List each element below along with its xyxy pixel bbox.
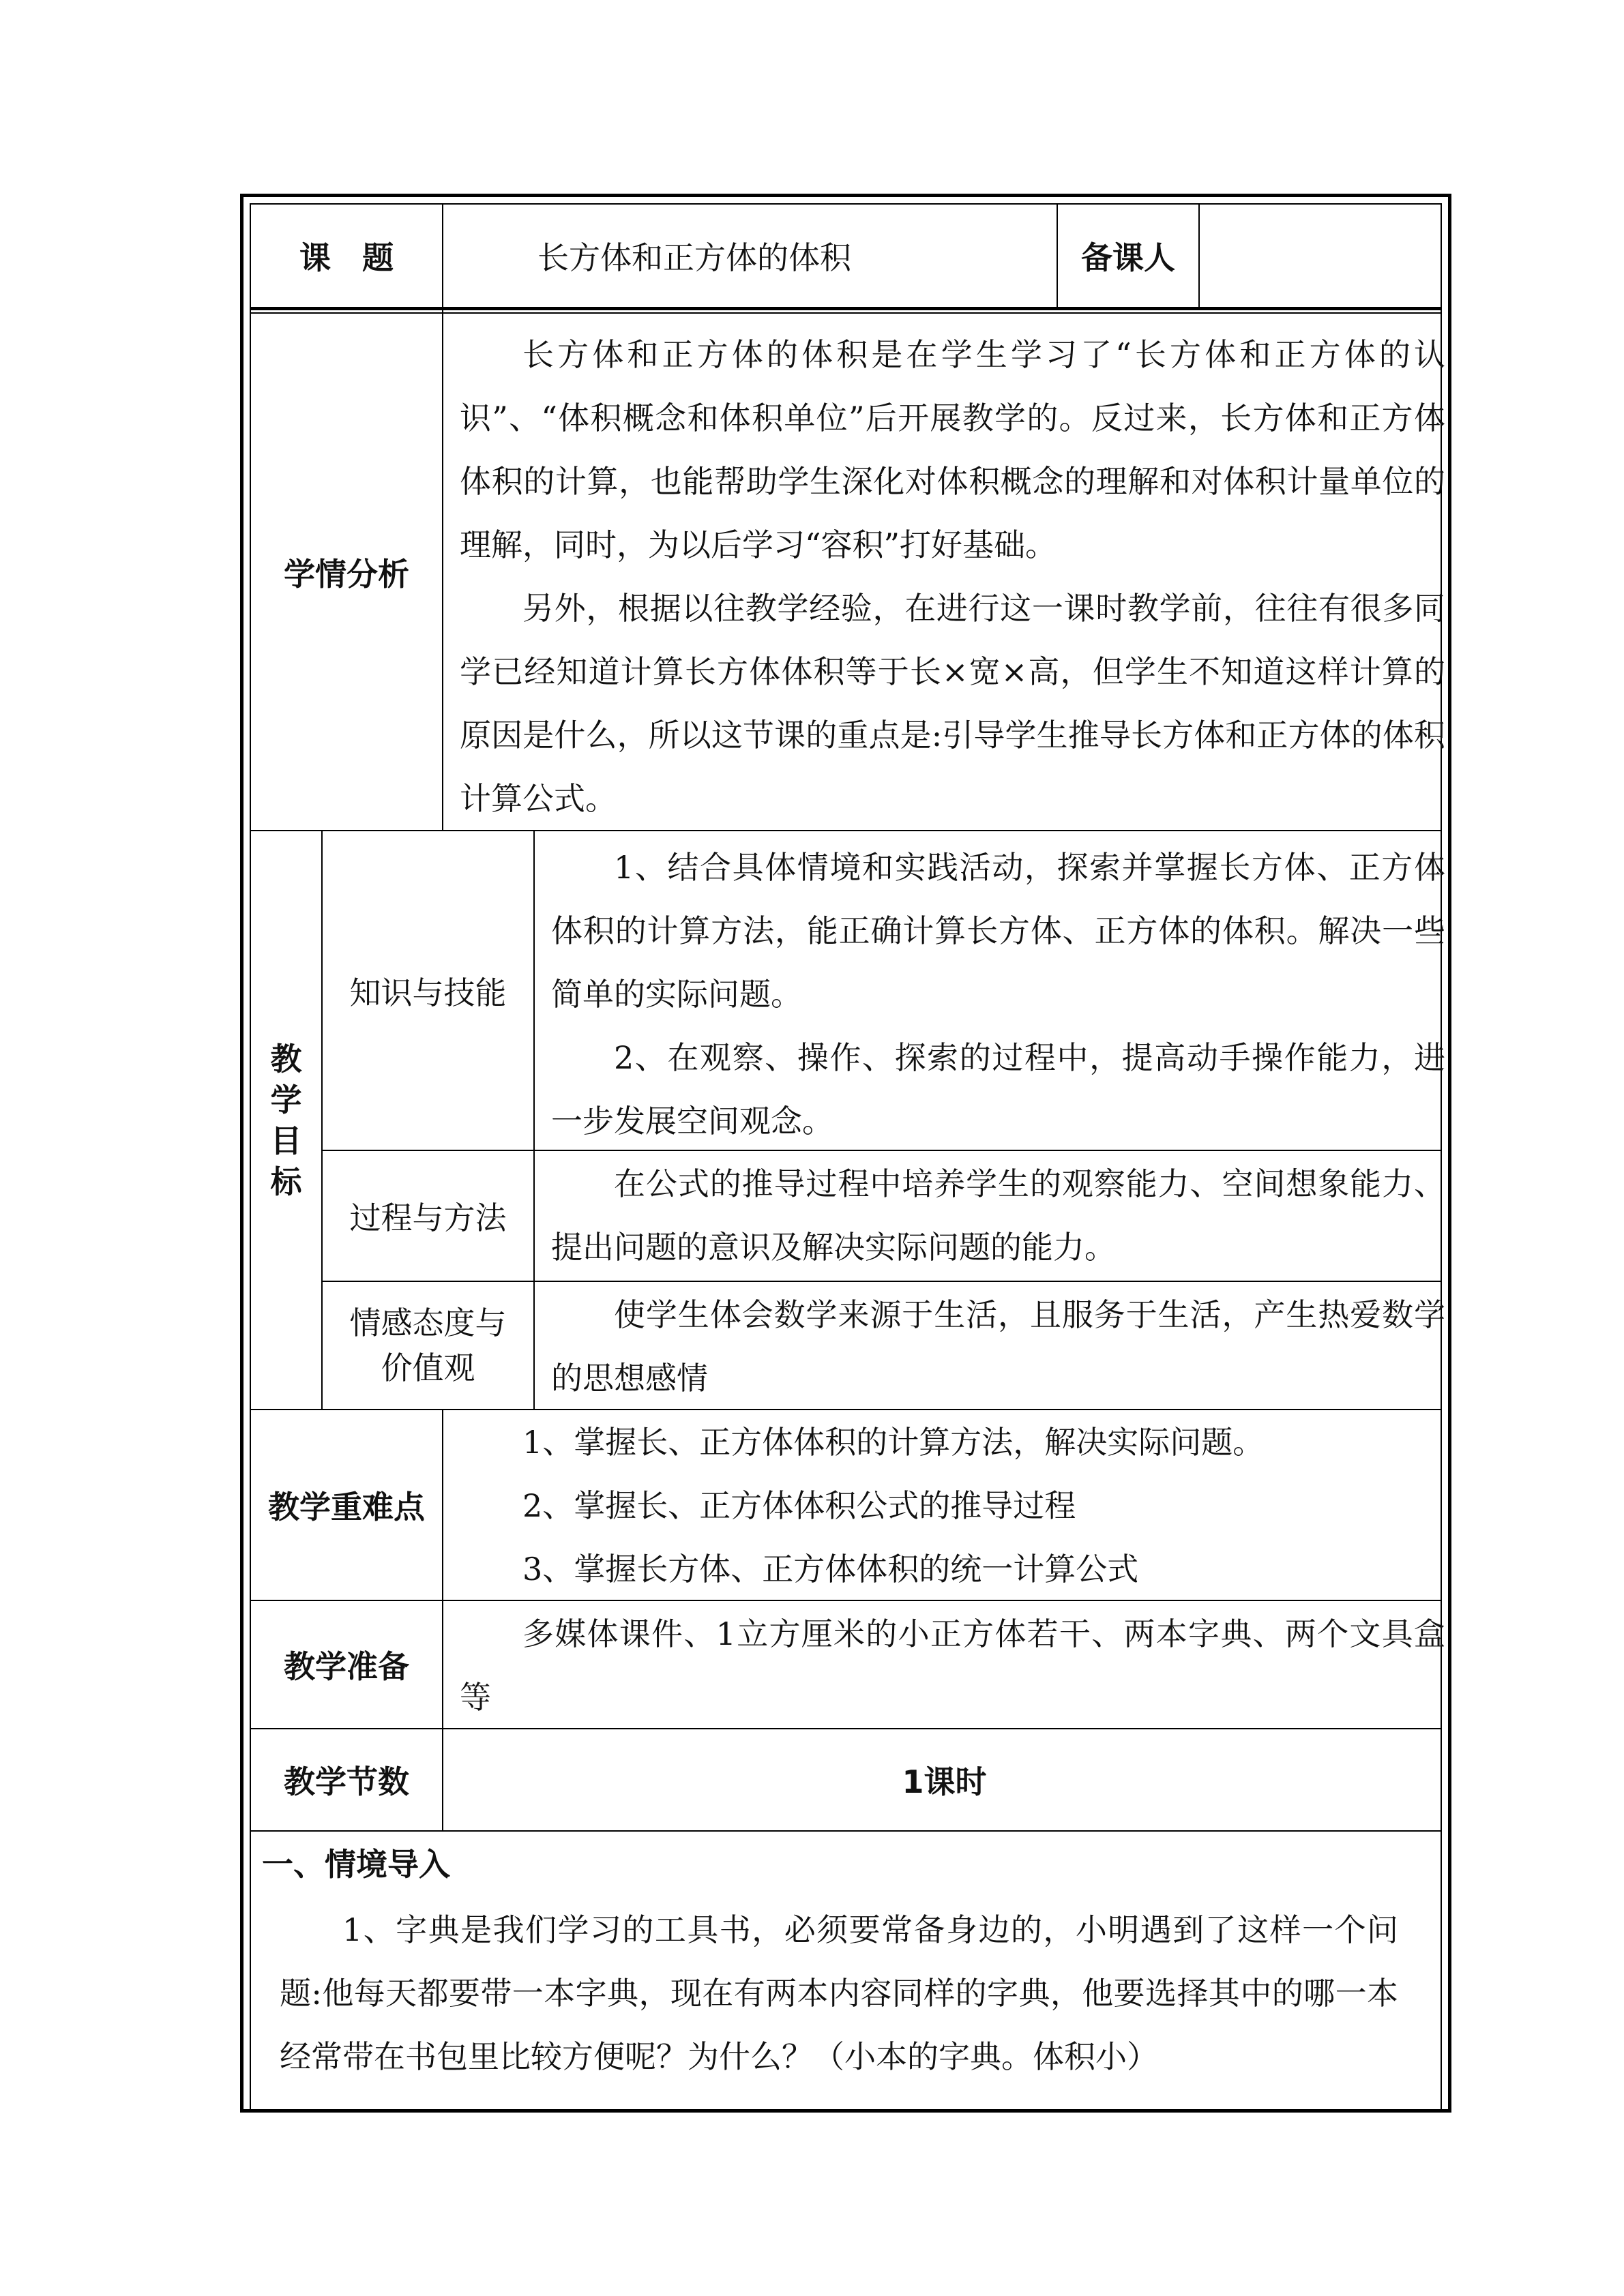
process-paragraph-1: 在公式的推导过程中培养学生的观察能力、空间想象能力、提出问题的意识及解决实际问题的能力。 [551, 1165, 1445, 1266]
objectives-label-char-2: 学 [270, 1081, 302, 1118]
knowledge-paragraph-2: 2、在观察、操作、探索的过程中，提高动手操作能力，进一步发展空间观念。 [551, 1039, 1445, 1139]
lesson-plan-table [240, 194, 1451, 2113]
key-points-label: 教学重难点 [268, 1489, 425, 1525]
objectives-label [251, 831, 321, 1409]
topic-label: 课 题 [299, 239, 394, 276]
preparation-text: 多媒体课件、1立方厘米的小正方体若干、两本字典、两个文具盒等 [460, 1615, 1445, 1716]
process-content [551, 1152, 1445, 1279]
intro-content [280, 1898, 1398, 2089]
table-inner-border [250, 203, 1445, 2109]
analysis-content [460, 323, 1445, 831]
emotion-paragraph-1: 使学生体会数学来源于生活，且服务于生活，产生热爱数学的思想感情 [551, 1296, 1445, 1397]
knowledge-label: 知识与技能 [349, 974, 507, 1011]
analysis-paragraph-1: 长方体和正方体的体积是在学生学习了“长方体和正方体的认识”、“体积概念和体积单位”后开展教学的。反过来，长方体和正方体体积的计算，也能帮助学生深化对体积概念的理解和对体积计量单位的理解，同时，为以后学习“容积”打好基础。 [460, 336, 1445, 563]
emotion-label [323, 1282, 533, 1409]
emotion-content [551, 1283, 1445, 1410]
objectives-label-char-3: 目 [270, 1122, 302, 1159]
lessons-value: 1课时 [902, 1763, 987, 1800]
lessons-label: 教学节数 [284, 1763, 409, 1800]
knowledge-content [551, 836, 1445, 1153]
analysis-label: 学情分析 [284, 555, 409, 593]
key-point-2: 2、掌握长、正方体体积公式的推导过程 [522, 1487, 1076, 1524]
key-point-3: 3、掌握长方体、正方体体积的统一计算公式 [522, 1551, 1139, 1587]
divider-lessons [251, 1830, 1441, 1832]
preparation-content [460, 1602, 1445, 1729]
key-points-content [460, 1411, 1445, 1601]
preparer-label: 备课人 [1081, 239, 1175, 276]
knowledge-paragraph-1: 1、结合具体情境和实践活动，探索并掌握长方体、正方体体积的计算方法，能正确计算长方体、正方体的体积。解决一些简单的实际问题。 [551, 849, 1445, 1013]
section-heading-intro: 一、情境导入 [262, 1846, 450, 1883]
objectives-label-char-4: 标 [270, 1163, 302, 1200]
analysis-paragraph-2: 另外，根据以往教学经验，在进行这一课时教学前，往往有很多同学已经知道计算长方体体积等于长×宽×高，但学生不知道这样计算的原因是什么，所以这节课的重点是:引导学生推导长方体和正方体的体积计算公式。 [460, 590, 1445, 817]
header-divider [251, 307, 1441, 310]
process-label: 过程与方法 [349, 1199, 507, 1236]
emotion-label-line-2: 价值观 [381, 1350, 475, 1386]
intro-text: 1、字典是我们学习的工具书，必须要常备身边的，小明遇到了这样一个问题:他每天都要带一本字典，现在有两本内容同样的字典，他要选择其中的哪一本经常带在书包里比较方便呢？为什么？（小本的字典。体积小） [280, 1911, 1398, 2075]
topic-value: 长方体和正方体的体积 [537, 239, 851, 276]
preparation-label: 教学准备 [284, 1648, 409, 1685]
emotion-label-line-1: 情感态度与 [349, 1304, 507, 1341]
preparer-value [1200, 205, 1445, 307]
vline-objectives-inner [533, 830, 535, 1409]
key-point-1: 1、掌握长、正方体体积的计算方法，解决实际问题。 [522, 1424, 1265, 1461]
objectives-label-char-1: 教 [270, 1040, 302, 1077]
